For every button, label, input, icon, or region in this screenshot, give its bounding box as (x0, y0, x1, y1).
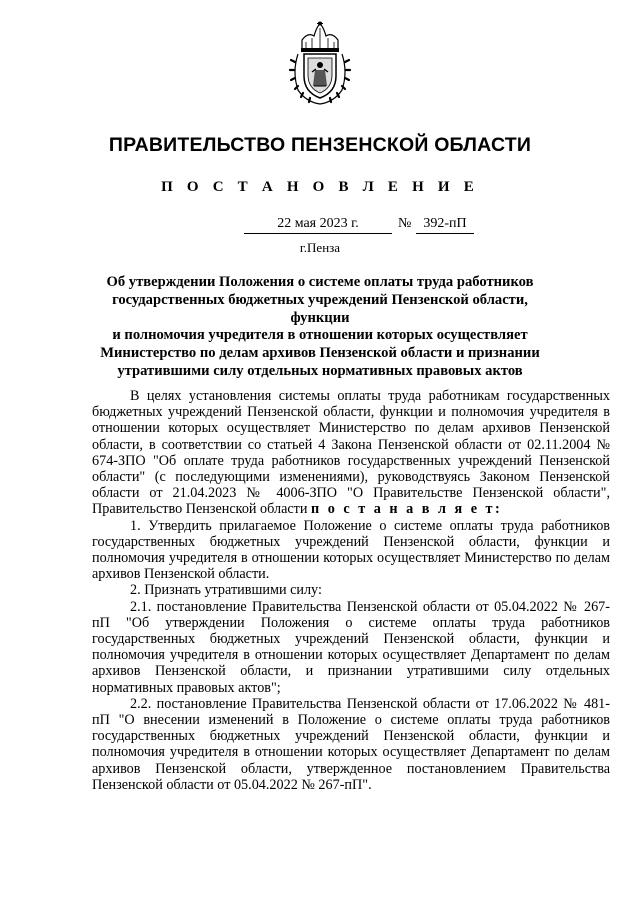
title-line: Об утверждении Положения о системе оплаты труда работников (106, 274, 534, 290)
item-2-1: 2.1. постановление Правительства Пензенской области от 05.04.2022 № 267-пП "Об утверждении Положения о системе оплаты труда работников государственных бюджетных учреждений Пензенской области, функции и полномочия учредителя в отношении которых осуществляет Департамент по делам архивов Пензенской области, и признании утратившими силу отдельных нормативных правовых актов"; (92, 598, 610, 696)
document-type: П О С Т А Н О В Л Е Н И Е (161, 179, 479, 195)
city-label: г.Пенза (299, 240, 341, 255)
title-line: и полномочия учредителя в отношении которых осуществляет (112, 327, 528, 344)
title-line: утратившими силу отдельных нормативных правовых актов (117, 362, 523, 379)
title-line: Министерство по делам архивов Пензенской области и признании (100, 345, 540, 362)
item-1: 1. Утвердить прилагаемое Положение о системе оплаты труда работников государственных бюджетных учреждений Пензенской области, функции и полномочия учредителя в отношении которых осуществляет Министерство по делам архивов Пензенской области. (92, 517, 610, 583)
document-date: 22 мая 2023 г. (244, 216, 392, 234)
item-2: 2. Признать утратившими силу: (130, 582, 322, 599)
document-body (92, 388, 610, 793)
decree-word: п о с т а н а в л я е т: (311, 501, 503, 518)
coat-of-arms-icon (288, 20, 352, 106)
number-sign: № (398, 216, 412, 231)
document-number: 392-пП (416, 216, 474, 234)
title-line: государственных бюджетных учреждений Пензенской области, функции (112, 291, 528, 326)
preamble-text: В целях установления системы оплаты труда работникам государственных бюджетных учреждений Пензенской области, функции и полномочия учредителя в отношении которых осуществляет Министерство по делам архивов Пензенской области, в соответствии со статьей 4 Закона Пензенской области от 02.11.2004 № 674-ЗПО "Об оплате труда работников государственных учреждений Пензенской области" (с последующими изменениями), руководствуясь Законом Пензенской области от 21.04.2023 № 4006-ЗПО "О Правительстве Пензенской области", Правительство Пензенской области (92, 388, 610, 518)
item-2-2: 2.2. постановление Правительства Пензенской области от 17.06.2022 № 481-пП "О внесении изменений в Положение о системе оплаты труда работников государственных бюджетных учреждений Пензенской области, функции и полномочия учредителя в отношении которых осуществляет Департамент по делам архивов Пензенской области, утвержденное постановлением Правительства Пензенской области от 05.04.2022 № 267-пП". (92, 695, 610, 793)
preamble-paragraph (92, 388, 610, 518)
government-name: ПРАВИТЕЛЬСТВО ПЕНЗЕНСКОЙ ОБЛАСТИ (108, 134, 532, 156)
document-title (96, 274, 544, 381)
